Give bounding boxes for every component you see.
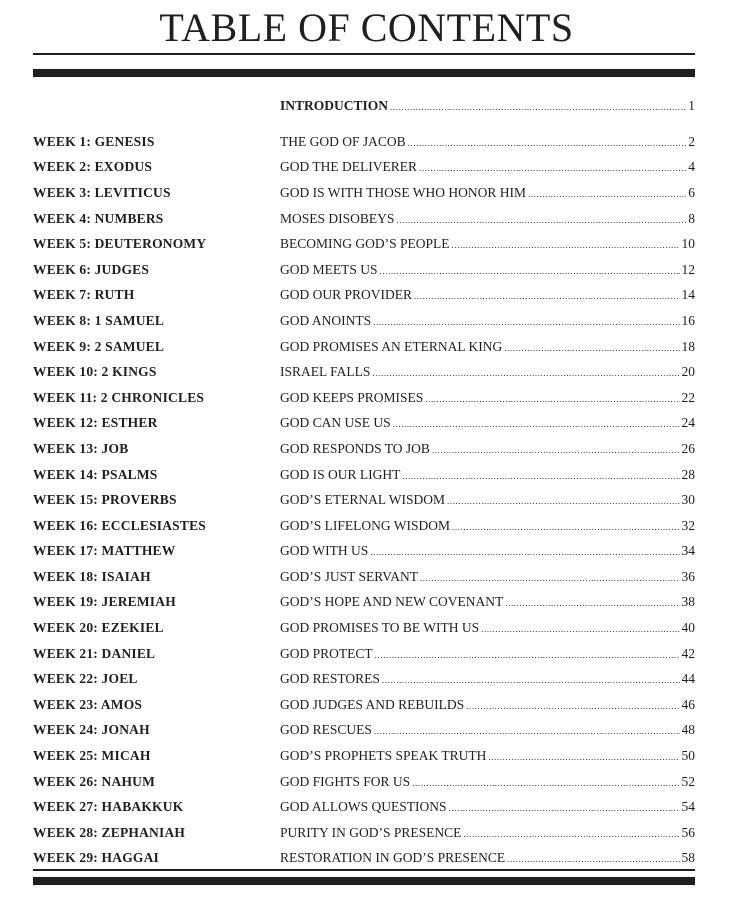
toc-entry[interactable] xyxy=(280,569,695,585)
toc-entry[interactable] xyxy=(280,722,695,738)
toc-entry[interactable] xyxy=(280,646,695,662)
week-label: WEEK 21: DANIEL xyxy=(33,645,156,661)
toc-row[interactable] xyxy=(33,436,695,462)
week-label: WEEK 11: 2 CHRONICLES xyxy=(33,389,205,405)
entry-title: GOD RESPONDS TO JOB xyxy=(280,440,430,456)
toc-row[interactable] xyxy=(33,129,695,155)
week-label: WEEK 14: PSALMS xyxy=(33,466,158,482)
dot-leader xyxy=(425,394,679,404)
entry-page-number: 56 xyxy=(681,824,695,840)
entry-page-number: 1 xyxy=(688,98,695,113)
toc-row[interactable] xyxy=(33,206,695,232)
week-label: WEEK 22: JOEL xyxy=(33,671,138,687)
toc-entry[interactable] xyxy=(280,390,695,406)
entry-page-number: 48 xyxy=(681,722,695,738)
toc-entry[interactable] xyxy=(280,620,695,636)
entry-page-number: 8 xyxy=(688,210,695,226)
entry-page-number: 26 xyxy=(681,440,695,456)
toc-entry[interactable] xyxy=(280,159,695,175)
toc-row[interactable] xyxy=(33,231,695,257)
toc-entry[interactable] xyxy=(280,799,695,815)
entry-title: GOD ALLOWS QUESTIONS xyxy=(280,799,447,815)
toc-entry[interactable] xyxy=(280,339,695,355)
toc-entry[interactable] xyxy=(280,543,695,559)
toc-row[interactable] xyxy=(33,359,695,385)
toc-entry[interactable] xyxy=(280,134,695,150)
entry-title: ISRAEL FALLS xyxy=(280,364,371,380)
toc-row[interactable] xyxy=(33,257,695,283)
week-label: WEEK 19: JEREMIAH xyxy=(33,594,176,610)
dot-leader xyxy=(419,163,686,173)
entry-title: GOD PROMISES TO BE WITH US xyxy=(280,620,480,636)
toc-list xyxy=(33,129,695,871)
entry-title: GOD WITH US xyxy=(280,543,369,559)
toc-row[interactable] xyxy=(33,334,695,360)
dot-leader xyxy=(504,343,679,353)
top-thin-rule xyxy=(33,53,695,55)
toc-row[interactable] xyxy=(33,692,695,718)
entry-title: GOD JUDGES AND REBUILDS xyxy=(280,696,465,712)
dot-leader xyxy=(452,522,680,532)
entry-title: BECOMING GOD’S PEOPLE xyxy=(280,236,450,252)
toc-entry[interactable] xyxy=(280,594,695,610)
bottom-thin-rule xyxy=(33,869,695,871)
toc-entry[interactable] xyxy=(280,236,695,252)
entry-page-number: 14 xyxy=(681,287,695,303)
dot-leader xyxy=(481,624,679,634)
entry-page-number: 30 xyxy=(681,492,695,508)
week-label: WEEK 23: AMOS xyxy=(33,696,143,712)
dot-leader xyxy=(452,240,680,250)
entry-title: GOD IS OUR LIGHT xyxy=(280,466,401,482)
entry-title: GOD’S ETERNAL WISDOM xyxy=(280,492,445,508)
toc-row[interactable] xyxy=(33,564,695,590)
dot-leader xyxy=(380,266,680,276)
dot-leader xyxy=(374,726,680,736)
toc-row[interactable] xyxy=(33,487,695,513)
toc-entry[interactable] xyxy=(280,441,695,457)
toc-row[interactable] xyxy=(33,283,695,309)
dot-leader xyxy=(528,189,686,199)
week-label: WEEK 4: NUMBERS xyxy=(33,210,164,226)
week-label: WEEK 20: EZEKIEL xyxy=(33,620,164,636)
toc-row[interactable] xyxy=(33,385,695,411)
toc-entry[interactable] xyxy=(280,748,695,764)
entry-title: GOD OUR PROVIDER xyxy=(280,287,413,303)
dot-leader xyxy=(382,675,680,685)
toc-row[interactable] xyxy=(33,666,695,692)
entry-title: INTRODUCTION xyxy=(280,98,389,113)
page-title: TABLE OF CONTENTS xyxy=(159,5,574,50)
entry-page-number: 18 xyxy=(681,338,695,354)
toc-entry[interactable] xyxy=(280,697,695,713)
toc-entry[interactable] xyxy=(280,671,695,687)
week-label: WEEK 6: JUDGES xyxy=(33,261,150,277)
toc-entry[interactable] xyxy=(280,287,695,303)
toc-row[interactable] xyxy=(33,513,695,539)
week-label: WEEK 13: JOB xyxy=(33,440,129,456)
toc-entry[interactable] xyxy=(280,211,695,227)
entry-page-number: 50 xyxy=(681,748,695,764)
dot-leader xyxy=(402,471,679,481)
dot-leader xyxy=(390,102,686,112)
dot-leader xyxy=(507,854,679,864)
toc-row[interactable] xyxy=(33,155,695,181)
toc-row[interactable] xyxy=(33,590,695,616)
entry-page-number: 12 xyxy=(681,261,695,277)
entry-page-number: 46 xyxy=(681,696,695,712)
entry-page-number: 44 xyxy=(681,671,695,687)
toc-entry[interactable] xyxy=(280,262,695,278)
dot-leader xyxy=(412,778,679,788)
week-label: WEEK 7: RUTH xyxy=(33,287,135,303)
entry-title: GOD’S JUST SERVANT xyxy=(280,568,418,584)
entry-title: GOD ANOINTS xyxy=(280,312,372,328)
toc-row[interactable] xyxy=(33,769,695,795)
dot-leader xyxy=(393,419,680,429)
entry-page-number: 36 xyxy=(681,568,695,584)
entry-page-number: 52 xyxy=(681,773,695,789)
dot-leader xyxy=(408,138,687,148)
toc-row[interactable] xyxy=(33,820,695,846)
week-label: WEEK 16: ECCLESIASTES xyxy=(33,517,207,533)
week-label: WEEK 1: GENESIS xyxy=(33,133,155,149)
dot-leader xyxy=(375,650,680,660)
entry-title: RESTORATION IN GOD’S PRESENCE xyxy=(280,850,506,866)
entry-title: GOD’S PROPHETS SPEAK TRUTH xyxy=(280,748,487,764)
week-label: WEEK 5: DEUTERONOMY xyxy=(33,236,207,252)
toc-entry[interactable] xyxy=(280,850,695,866)
week-label: WEEK 26: NAHUM xyxy=(33,773,156,789)
entry-title: GOD CAN USE US xyxy=(280,415,391,431)
dot-leader xyxy=(370,547,679,557)
dot-leader xyxy=(466,701,679,711)
entry-page-number: 6 xyxy=(688,184,695,200)
toc-row[interactable] xyxy=(33,462,695,488)
dot-leader xyxy=(414,291,679,301)
week-label: WEEK 3: LEVITICUS xyxy=(33,184,171,200)
toc-row[interactable] xyxy=(33,718,695,744)
toc-entry[interactable] xyxy=(280,313,695,329)
dot-leader xyxy=(372,368,679,378)
entry-title: GOD RESTORES xyxy=(280,671,380,687)
dot-leader xyxy=(432,445,680,455)
dot-leader xyxy=(449,803,680,813)
dot-leader xyxy=(396,215,686,225)
entry-title: GOD MEETS US xyxy=(280,261,378,277)
entry-page-number: 4 xyxy=(688,159,695,175)
entry-page-number: 24 xyxy=(681,415,695,431)
entry-title: GOD’S HOPE AND NEW COVENANT xyxy=(280,594,504,610)
entry-page-number: 22 xyxy=(681,389,695,405)
entry-page-number: 2 xyxy=(688,133,695,149)
week-label: WEEK 9: 2 SAMUEL xyxy=(33,338,165,354)
week-label: WEEK 27: HABAKKUK xyxy=(33,799,184,815)
entry-title: GOD IS WITH THOSE WHO HONOR HIM xyxy=(280,184,526,200)
entry-page-number: 10 xyxy=(681,236,695,252)
week-label: WEEK 24: JONAH xyxy=(33,722,150,738)
dot-leader xyxy=(505,598,679,608)
entry-page-number: 28 xyxy=(681,466,695,482)
toc-entry[interactable] xyxy=(280,364,695,380)
week-label: WEEK 17: MATTHEW xyxy=(33,543,176,559)
entry-page-number: 32 xyxy=(681,517,695,533)
entry-page-number: 38 xyxy=(681,594,695,610)
dot-leader xyxy=(420,573,680,583)
entry-title: GOD KEEPS PROMISES xyxy=(280,389,424,405)
dot-leader xyxy=(488,752,679,762)
bottom-thick-rule xyxy=(33,877,695,885)
toc-row[interactable] xyxy=(33,539,695,565)
entry-page-number: 40 xyxy=(681,620,695,636)
toc-row[interactable] xyxy=(33,411,695,437)
toc-row[interactable] xyxy=(33,308,695,334)
toc-row[interactable] xyxy=(33,180,695,206)
toc-row[interactable] xyxy=(33,743,695,769)
toc-row[interactable] xyxy=(33,615,695,641)
entry-title: MOSES DISOBEYS xyxy=(280,210,395,226)
dot-leader xyxy=(373,317,679,327)
toc-entry[interactable] xyxy=(280,467,695,483)
dot-leader xyxy=(463,829,679,839)
toc-entry[interactable] xyxy=(280,185,695,201)
toc-row[interactable] xyxy=(33,846,695,872)
entry-page-number: 16 xyxy=(681,312,695,328)
entry-title: GOD’S LIFELONG WISDOM xyxy=(280,517,450,533)
toc-entry[interactable] xyxy=(280,825,695,841)
toc-entry-introduction[interactable] xyxy=(280,98,695,118)
entry-title: GOD THE DELIVERER xyxy=(280,159,417,175)
week-label: WEEK 12: ESTHER xyxy=(33,415,158,431)
week-label: WEEK 18: ISAIAH xyxy=(33,568,151,584)
entry-page-number: 42 xyxy=(681,645,695,661)
entry-title: GOD PROMISES AN ETERNAL KING xyxy=(280,338,503,354)
entry-page-number: 58 xyxy=(681,850,695,866)
toc-row[interactable] xyxy=(33,641,695,667)
entry-page-number: 54 xyxy=(681,799,695,815)
toc-entry[interactable] xyxy=(280,415,695,431)
week-label: WEEK 25: MICAH xyxy=(33,748,151,764)
toc-entry[interactable] xyxy=(280,492,695,508)
entry-title: PURITY IN GOD’S PRESENCE xyxy=(280,824,462,840)
toc-row[interactable] xyxy=(33,794,695,820)
top-thick-rule xyxy=(33,69,695,77)
entry-page-number: 20 xyxy=(681,364,695,380)
toc-entry[interactable] xyxy=(280,518,695,534)
entry-title: GOD RESCUES xyxy=(280,722,372,738)
week-label: WEEK 2: EXODUS xyxy=(33,159,153,175)
toc-entry[interactable] xyxy=(280,774,695,790)
week-label: WEEK 10: 2 KINGS xyxy=(33,364,157,380)
entry-title: THE GOD OF JACOB xyxy=(280,133,406,149)
entry-page-number: 34 xyxy=(681,543,695,559)
week-label: WEEK 8: 1 SAMUEL xyxy=(33,312,165,328)
entry-title: GOD PROTECT xyxy=(280,645,373,661)
week-label: WEEK 29: HAGGAI xyxy=(33,850,160,866)
week-label: WEEK 15: PROVERBS xyxy=(33,492,177,508)
entry-title: GOD FIGHTS FOR US xyxy=(280,773,411,789)
week-label: WEEK 28: ZEPHANIAH xyxy=(33,824,186,840)
dot-leader xyxy=(447,496,680,506)
